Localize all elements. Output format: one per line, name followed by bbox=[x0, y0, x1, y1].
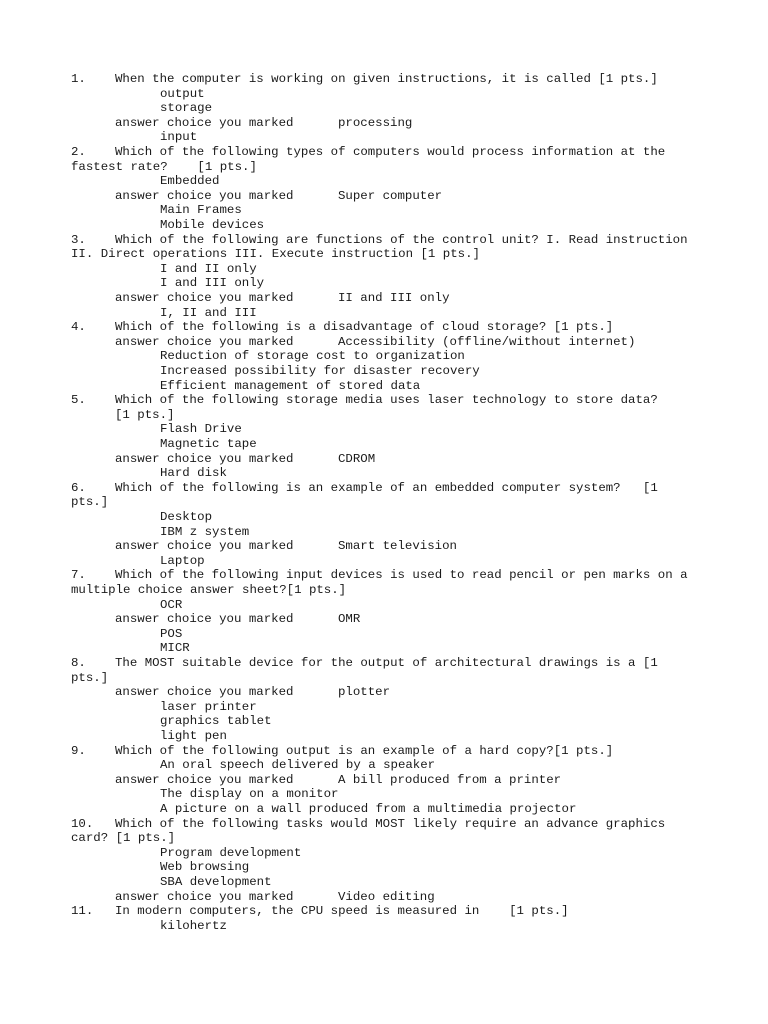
answer-choice-text: Main Frames bbox=[160, 203, 242, 218]
question-number: 7. bbox=[71, 568, 86, 583]
answer-choice-text: CDROM bbox=[338, 451, 376, 466]
answer-choice-text: I, II and III bbox=[160, 305, 257, 320]
answer-choice-text: Accessibility (offline/without internet) bbox=[338, 334, 636, 349]
question-text: Which of the following is a disadvantage of cloud storage? [1 pts.] bbox=[115, 320, 614, 335]
question-6 bbox=[71, 481, 703, 569]
question-number: 3. bbox=[71, 232, 86, 247]
answer-choice-text: Desktop bbox=[160, 509, 213, 524]
answer-choice bbox=[71, 364, 703, 379]
question-text: The MOST suitable device for the output of architectural drawings is a [1 bbox=[115, 656, 658, 670]
question-header bbox=[71, 817, 703, 832]
question-text: Which of the following types of computers would process information at the bbox=[115, 145, 666, 159]
marked-answer-choice bbox=[71, 612, 703, 627]
marked-answer-choice bbox=[71, 189, 703, 204]
answer-choice bbox=[71, 525, 703, 540]
answer-choice bbox=[71, 262, 703, 277]
marked-answer-choice bbox=[71, 685, 703, 700]
question-number: 5. bbox=[71, 393, 86, 408]
answer-choice bbox=[71, 729, 703, 744]
answer-choice bbox=[71, 860, 703, 875]
answer-choice bbox=[71, 306, 703, 321]
answer-marker-label: answer choice you marked bbox=[115, 334, 294, 349]
answer-marker-label: answer choice you marked bbox=[115, 612, 294, 627]
answer-choice bbox=[71, 875, 703, 890]
question-number: 8. bbox=[71, 656, 86, 670]
answer-marker-label: answer choice you marked bbox=[115, 685, 294, 700]
answer-choice-text: Mobile devices bbox=[160, 217, 265, 232]
answer-choice-text: kilohertz bbox=[160, 918, 227, 933]
question-header bbox=[71, 568, 703, 583]
answer-choice-text: II and III only bbox=[338, 290, 450, 305]
question-text: Which of the following are functions of the control unit? I. Read instruction bbox=[115, 232, 688, 247]
answer-choice-text: An oral speech delivered by a speaker bbox=[160, 758, 436, 773]
answer-choice bbox=[71, 714, 703, 729]
question-header bbox=[71, 233, 703, 248]
answer-choice-text: storage bbox=[160, 101, 213, 116]
answer-choice-text: Reduction of storage cost to organization bbox=[160, 349, 465, 364]
answer-choice bbox=[71, 510, 703, 525]
answer-choice-text: OCR bbox=[160, 597, 183, 612]
answer-choice bbox=[71, 554, 703, 569]
answer-choice-text: POS bbox=[160, 626, 183, 641]
answer-choice-text: SBA development bbox=[160, 874, 272, 889]
answer-choice-text: IBM z system bbox=[160, 524, 250, 539]
question-header bbox=[71, 744, 703, 759]
answer-choice-text: A picture on a wall produced from a multimedia projector bbox=[160, 801, 577, 816]
question-header bbox=[71, 72, 703, 87]
answer-choice-text: light pen bbox=[160, 728, 227, 743]
question-number: 2. bbox=[71, 145, 86, 159]
question-number: 6. bbox=[71, 480, 86, 495]
answer-choice bbox=[71, 919, 703, 934]
answer-choice-text: I and III only bbox=[160, 276, 265, 291]
question-number: 9. bbox=[71, 743, 86, 758]
question-text: In modern computers, the CPU speed is measured in [1 pts.] bbox=[115, 904, 569, 919]
question-4 bbox=[71, 320, 703, 393]
answer-choice bbox=[71, 422, 703, 437]
answer-choice-text: Magnetic tape bbox=[160, 436, 257, 451]
answer-marker-label: answer choice you marked bbox=[115, 539, 294, 554]
question-text-continued: II. Direct operations III. Execute instruction [1 pts.] bbox=[71, 247, 480, 262]
marked-answer-choice bbox=[71, 539, 703, 554]
answer-choice-text: Laptop bbox=[160, 553, 205, 568]
marked-answer-choice bbox=[71, 773, 703, 788]
answer-choice bbox=[71, 437, 703, 452]
answer-choice-text: Flash Drive bbox=[160, 422, 242, 437]
question-text: Which of the following storage media uses laser technology to store data? bbox=[115, 393, 658, 408]
answer-choice bbox=[71, 276, 703, 291]
question-number: 10. bbox=[71, 816, 94, 831]
question-text-continued: pts.] bbox=[71, 495, 109, 510]
marked-answer-choice bbox=[71, 116, 703, 131]
answer-choice-text: input bbox=[160, 130, 198, 145]
answer-choice-text: Web browsing bbox=[160, 860, 250, 875]
question-text-continued: multiple choice answer sheet?[1 pts.] bbox=[71, 582, 347, 597]
answer-choice bbox=[71, 700, 703, 715]
answer-choice-text: Video editing bbox=[338, 889, 435, 904]
question-2 bbox=[71, 145, 703, 233]
answer-marker-label: answer choice you marked bbox=[115, 115, 294, 130]
answer-choice-text: Efficient management of stored data bbox=[160, 378, 421, 393]
question-number: 4. bbox=[71, 320, 86, 335]
answer-choice-text: MICR bbox=[160, 641, 190, 656]
answer-choice-text: laser printer bbox=[160, 699, 257, 714]
question-number: 11. bbox=[71, 904, 94, 919]
answer-choice bbox=[71, 802, 703, 817]
marked-answer-choice bbox=[71, 291, 703, 306]
answer-choice bbox=[71, 203, 703, 218]
question-3 bbox=[71, 233, 703, 321]
answer-choice-text: The display on a monitor bbox=[160, 787, 339, 802]
answer-choice-text: output bbox=[160, 86, 205, 101]
question-text: When the computer is working on given instructions, it is called [1 pts.] bbox=[115, 72, 658, 86]
answer-choice-text: graphics tablet bbox=[160, 714, 272, 729]
answer-choice bbox=[71, 218, 703, 233]
question-5 bbox=[71, 393, 703, 481]
question-text-continued: [1 pts.] bbox=[115, 407, 175, 422]
question-7 bbox=[71, 568, 703, 656]
answer-choice-text: Increased possibility for disaster recovery bbox=[160, 363, 480, 378]
answer-choice-text: plotter bbox=[338, 685, 391, 700]
marked-answer-choice bbox=[71, 335, 703, 350]
answer-choice bbox=[71, 349, 703, 364]
answer-choice bbox=[71, 641, 703, 656]
question-header bbox=[71, 904, 703, 919]
answer-marker-label: answer choice you marked bbox=[115, 772, 294, 787]
answer-choice bbox=[71, 598, 703, 613]
answer-choice bbox=[71, 758, 703, 773]
answer-choice-text: processing bbox=[338, 115, 413, 130]
answer-choice bbox=[71, 787, 703, 802]
question-1 bbox=[71, 72, 703, 145]
answer-choice-text: Embedded bbox=[160, 174, 220, 189]
question-header bbox=[71, 393, 703, 408]
answer-marker-label: answer choice you marked bbox=[115, 889, 294, 904]
marked-answer-choice bbox=[71, 890, 703, 905]
question-11 bbox=[71, 904, 703, 933]
question-text: Which of the following output is an example of a hard copy?[1 pts.] bbox=[115, 743, 614, 758]
question-text-continued: fastest rate? [1 pts.] bbox=[71, 159, 257, 174]
answer-marker-label: answer choice you marked bbox=[115, 451, 294, 466]
answer-choice bbox=[71, 846, 703, 861]
answer-choice-text: Super computer bbox=[338, 188, 443, 203]
answer-choice-text: Smart television bbox=[338, 539, 457, 554]
answer-marker-label: answer choice you marked bbox=[115, 188, 294, 203]
answer-choice-text: I and II only bbox=[160, 261, 257, 276]
answer-marker-label: answer choice you marked bbox=[115, 290, 294, 305]
answer-choice-text: A bill produced from a printer bbox=[338, 772, 562, 787]
question-text: Which of the following is an example of an embedded computer system? [1 bbox=[115, 480, 658, 495]
answer-choice-text: OMR bbox=[338, 612, 361, 627]
answer-choice-text: Hard disk bbox=[160, 466, 227, 481]
question-text: Which of the following tasks would MOST likely require an advance graphics bbox=[115, 816, 666, 831]
question-9 bbox=[71, 744, 703, 817]
answer-choice-text: Program development bbox=[160, 845, 302, 860]
question-header bbox=[71, 145, 703, 160]
answer-choice bbox=[71, 101, 703, 116]
answer-choice bbox=[71, 130, 703, 145]
answer-choice bbox=[71, 379, 703, 394]
answer-choice bbox=[71, 87, 703, 102]
answer-choice bbox=[71, 466, 703, 481]
question-number: 1. bbox=[71, 72, 86, 86]
question-text: Which of the following input devices is used to read pencil or pen marks on a bbox=[115, 568, 688, 583]
question-8 bbox=[71, 656, 703, 744]
question-text-continued: card? [1 pts.] bbox=[71, 831, 176, 846]
question-text-continued: pts.] bbox=[71, 670, 109, 685]
answer-choice bbox=[71, 627, 703, 642]
question-header bbox=[71, 481, 703, 496]
question-10 bbox=[71, 817, 703, 905]
question-header bbox=[71, 656, 703, 671]
marked-answer-choice bbox=[71, 452, 703, 467]
question-header bbox=[71, 320, 703, 335]
answer-choice bbox=[71, 174, 703, 189]
